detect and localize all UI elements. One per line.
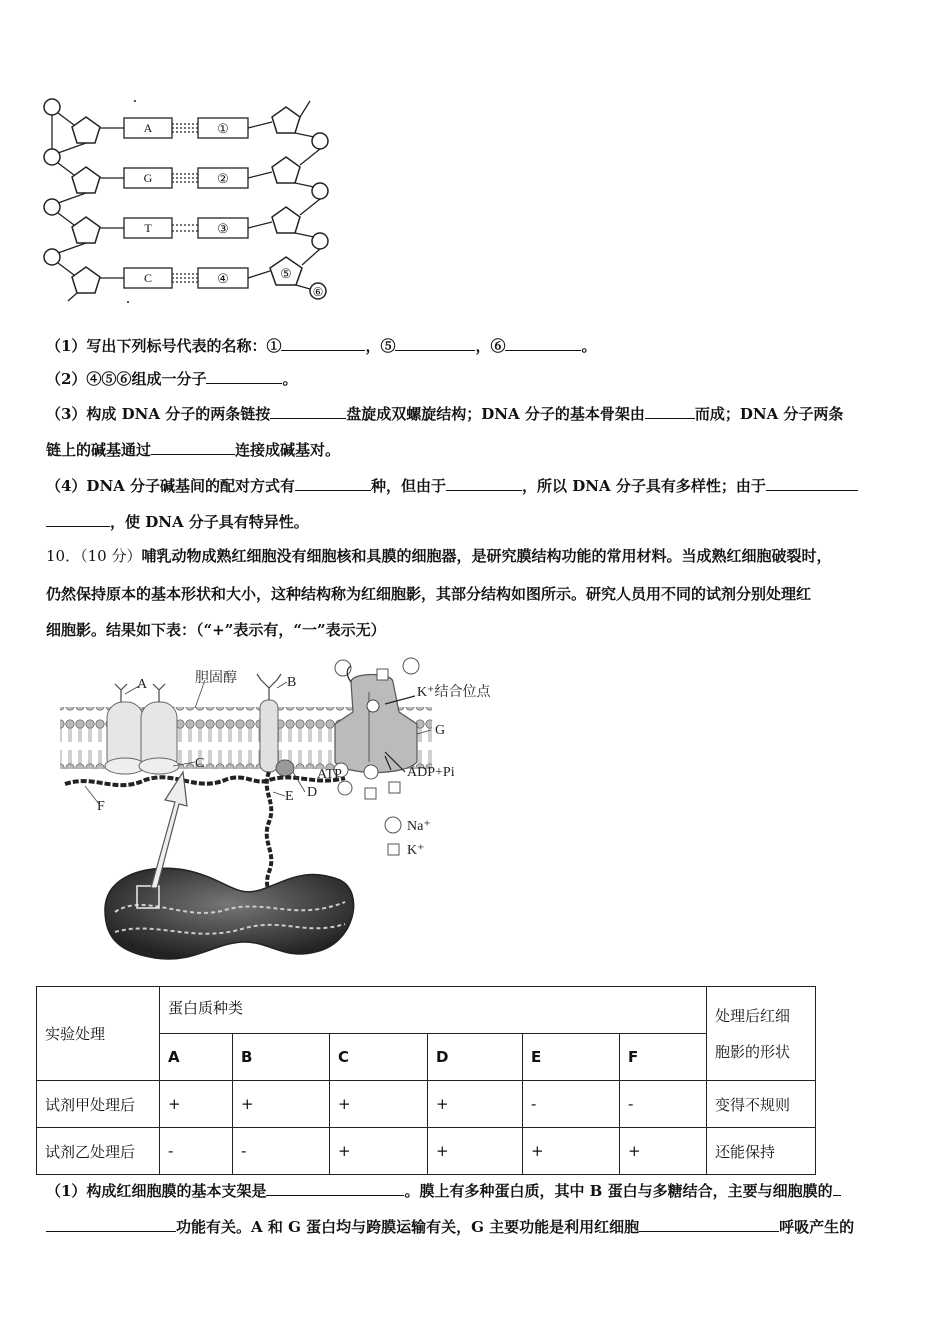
sugar-left-1 xyxy=(72,117,100,143)
red-cell-ghost-image xyxy=(105,868,354,959)
q9-part3: （3）构成 DNA 分子的两条链按 盘旋成双螺旋结构；DNA 分子的基本骨架由 而成；DNA 分子两条 xyxy=(46,405,844,423)
cell: + xyxy=(523,1128,620,1175)
header-shape: 处理后红细 胞影的形状 xyxy=(707,987,816,1081)
label-5: ⑤ xyxy=(280,266,292,281)
q10-stem-line2: 仍然保持原本的基本形状和大小，这种结构称为红细胞影，其部分结构如图所示。研究人员用不同的试剂分别处理红 xyxy=(46,585,812,603)
label-cholesterol: 胆固醇 xyxy=(195,671,237,686)
sugar-right-3 xyxy=(272,207,300,233)
row-name: 试剂乙处理后 xyxy=(37,1128,160,1175)
legend-na-symbol xyxy=(385,817,401,833)
base-C: C xyxy=(143,271,153,285)
cell: + xyxy=(620,1128,707,1175)
cell: + xyxy=(233,1081,330,1128)
cell: - xyxy=(523,1081,620,1128)
label-D: D xyxy=(307,785,318,800)
label-F: F xyxy=(97,799,105,814)
protein-G xyxy=(335,675,417,773)
phosphate-left-3 xyxy=(44,199,60,215)
q10-stem-line3: 细胞影。结果如下表：（“+”表示有，“一”表示无） xyxy=(46,621,386,639)
label-3: ③ xyxy=(217,221,229,236)
q10-sub1-cont: 功能有关。A 和 G 蛋白均与跨膜运输有关，G 主要功能是利用红细胞 呼吸产生的 xyxy=(46,1217,854,1237)
header-protein-F: F xyxy=(620,1034,707,1081)
phosphate-left-2 xyxy=(44,149,60,165)
label-1: ① xyxy=(217,121,229,136)
cell: + xyxy=(160,1081,233,1128)
sugar-left-3 xyxy=(72,217,100,243)
phosphate-right-1 xyxy=(312,133,328,149)
header-protein-A: A xyxy=(160,1034,233,1081)
q9-part3-cont: 链上的碱基通过 连接成碱基对。 xyxy=(46,441,341,459)
base-T: T xyxy=(144,221,152,235)
label-G: G xyxy=(435,723,446,738)
q9-part1: （1）写出下列标号代表的名称：① ，⑤ ，⑥ 。 xyxy=(46,337,597,355)
header-treatment: 实验处理 xyxy=(37,987,160,1081)
phosphate-left-4 xyxy=(44,249,60,265)
cell: - xyxy=(160,1128,233,1175)
protein-B xyxy=(257,674,281,772)
q10-sub1: （1）构成红细胞膜的基本支架是 。膜上有多种蛋白质，其中 B 蛋白与多糖结合，主要与细胞膜的 xyxy=(46,1181,841,1201)
sugar-left-4 xyxy=(72,267,100,293)
cell: + xyxy=(330,1081,428,1128)
table-row xyxy=(37,1081,816,1128)
experiment-table xyxy=(36,986,816,1175)
header-protein-D: D xyxy=(428,1034,523,1081)
row-shape: 变得不规则 xyxy=(707,1081,816,1128)
sugar-right-2 xyxy=(272,157,300,183)
sugar-right-1 xyxy=(272,107,300,133)
label-B: B xyxy=(287,675,297,690)
base-A: A xyxy=(143,121,153,135)
legend-k-symbol xyxy=(388,844,399,855)
row-name: 试剂甲处理后 xyxy=(37,1081,160,1128)
cell: + xyxy=(330,1128,428,1175)
cell: + xyxy=(428,1128,523,1175)
legend-k-label: K⁺ xyxy=(407,843,425,858)
label-2: ② xyxy=(217,171,229,186)
row-shape: 还能保持 xyxy=(707,1128,816,1175)
table-row xyxy=(37,1128,816,1175)
q10-number: 10．（10 分） xyxy=(46,547,142,565)
protein-F xyxy=(65,777,345,785)
red-cell-membrane-diagram xyxy=(55,652,515,977)
header-protein-E: E xyxy=(523,1034,620,1081)
label-E: E xyxy=(285,789,294,804)
base-G: G xyxy=(143,171,153,185)
cell: - xyxy=(233,1128,330,1175)
label-atp: ATP xyxy=(317,767,342,782)
q9-part4: （4）DNA 分子碱基间的配对方式有 种，但由于 ，所以 DNA 分子具有多样性；由于 xyxy=(46,476,858,496)
phosphate-right-3 xyxy=(312,233,328,249)
label-4: ④ xyxy=(217,271,229,286)
q10-stem-line1: 10．（10 分）哺乳动物成熟红细胞没有细胞核和具膜的细胞器，是研究膜结构功能的常用材料。当成熟红细胞破裂时， xyxy=(46,547,832,565)
header-protein-types: 蛋白质种类 xyxy=(160,987,707,1034)
cell: + xyxy=(428,1081,523,1128)
protein-D xyxy=(276,760,294,776)
q9-part2: （2）④⑤⑥组成一分子 。 xyxy=(46,370,298,388)
label-adp: ADP+Pi xyxy=(407,765,455,780)
header-protein-B: B xyxy=(233,1034,330,1081)
legend-na-label: Na⁺ xyxy=(407,819,431,834)
dna-structure-diagram xyxy=(38,95,338,307)
label-C: C xyxy=(195,756,205,771)
phosphate-left-1 xyxy=(44,99,60,115)
label-6: ⑥ xyxy=(312,285,324,299)
label-A: A xyxy=(137,677,148,692)
header-protein-C: C xyxy=(330,1034,428,1081)
sugar-left-2 xyxy=(72,167,100,193)
label-k-binding-site: K⁺结合位点 xyxy=(417,685,491,700)
cell: - xyxy=(620,1081,707,1128)
phosphate-right-2 xyxy=(312,183,328,199)
q9-part4-cont: ，使 DNA 分子具有特异性。 xyxy=(46,512,309,532)
